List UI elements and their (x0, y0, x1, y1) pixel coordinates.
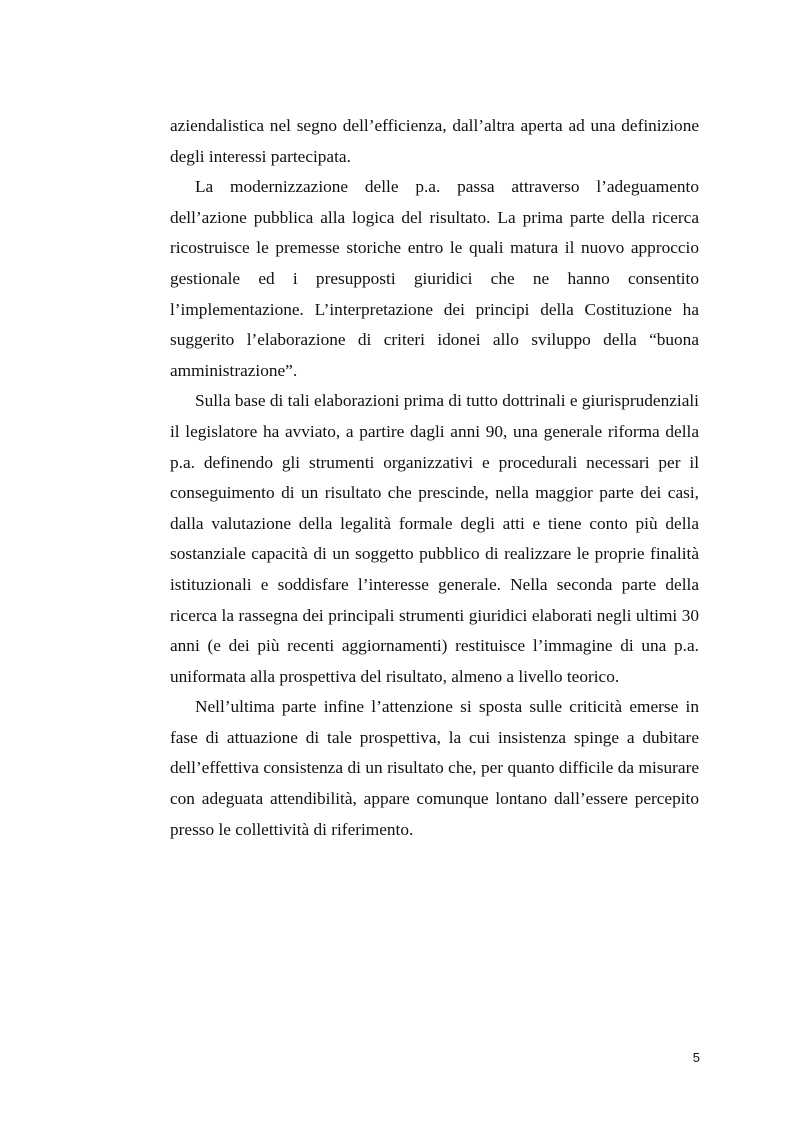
paragraph-continuation: aziendalistica nel segno dell’efficienza, dall’altra aperta ad una definizione degli interessi partecipata. (170, 116, 699, 166)
paragraph-modernizzazione: La modernizzazione delle p.a. passa attraverso l’adeguamento dell’azione pubblica alla logica del risultato. La prima parte della ricerca ricostruisce le premesse storiche entro le quali matura il nuovo approccio gestionale ed i presupposti giuridici che ne hanno consentito l’implementazione. L’interpretazione dei principi della Costituzione ha suggerito l’elaborazione di criteri idonei allo sviluppo della “buona amministrazione”. (170, 177, 699, 380)
paragraph-criticita: Nell’ultima parte infine l’attenzione si sposta sulle criticità emerse in fase di attuazione di tale prospettiva, la cui insistenza spinge a dubitare dell’effettiva consistenza di un risultato che, per quanto difficile da misurare con adeguata attendibilità, appare comunque lontano dall’essere percepito presso le collettività di riferimento. (170, 697, 699, 839)
paragraph-riforma: Sulla base di tali elaborazioni prima di tutto dottrinali e giurisprudenziali il legislatore ha avviato, a partire dagli anni 90, una generale riforma della p.a. definendo gli strumenti organizzativi e procedurali necessari per il conseguimento di un risultato che prescinde, nella maggior parte dei casi, dalla valutazione della legalità formale degli atti e tiene conto più della sostanziale capacità di un soggetto pubblico di realizzare le proprie finalità istituzionali e soddisfare l’interesse generale. Nella seconda parte della ricerca la rassegna dei principali strumenti giuridici elaborati negli ultimi 30 anni (e dei più recenti aggiornamenti) restituisce l’immagine di una p.a. uniformata alla prospettiva del risultato, almeno a livello teorico. (170, 391, 699, 686)
page-number: 5 (692, 1050, 700, 1065)
body-text (170, 111, 699, 845)
